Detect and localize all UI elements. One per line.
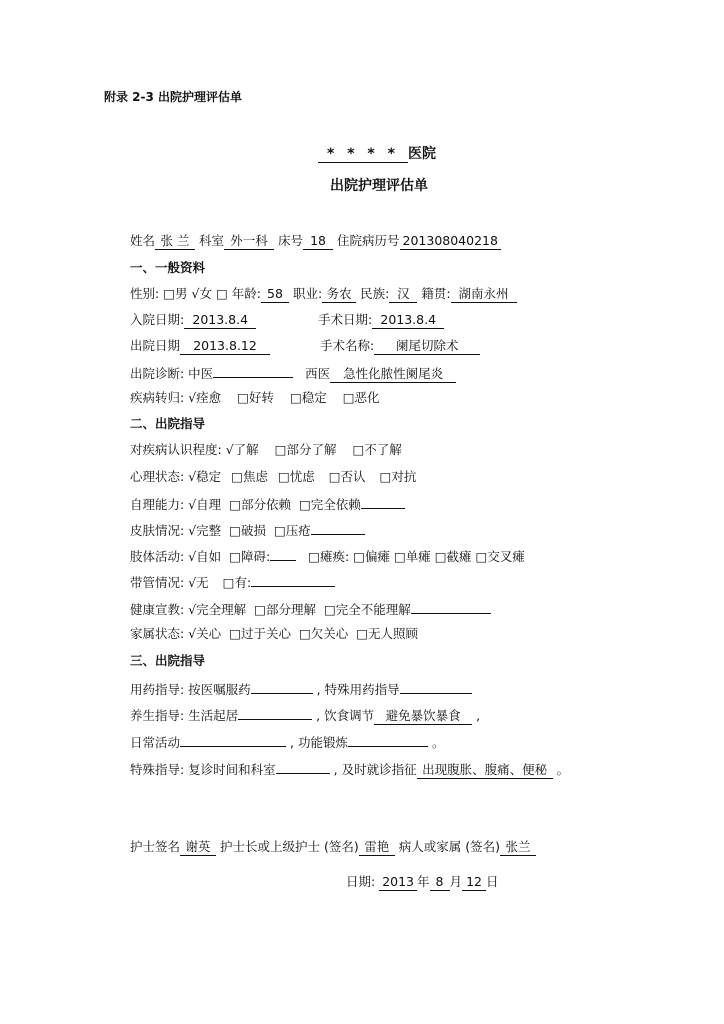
tcm-diagnosis-blank[interactable] bbox=[213, 364, 293, 378]
section-general-title: 一、一般资料 bbox=[130, 260, 206, 275]
education-blank[interactable] bbox=[411, 600, 491, 614]
limb-label: 肢体活动: bbox=[130, 549, 189, 564]
age-box[interactable]: □ bbox=[215, 286, 228, 301]
lifestyle-label: 养生指导: 生活起居 bbox=[130, 708, 239, 723]
ethnic-label: 民族: bbox=[360, 286, 390, 301]
discharge-value[interactable]: 2013.8.12 bbox=[180, 338, 270, 355]
date-month[interactable]: 8 bbox=[430, 874, 450, 891]
record-value[interactable]: 201308040218 bbox=[400, 233, 501, 250]
special-end: 。 bbox=[556, 762, 570, 777]
hospital-name bbox=[318, 146, 436, 163]
selfcare-row bbox=[130, 495, 405, 513]
lifestyle-end: , bbox=[476, 708, 481, 723]
bed-label: 床号 bbox=[278, 233, 304, 248]
family-nobody-checkbox[interactable]: □无人照顾 bbox=[356, 626, 419, 641]
surgery-name-label: 手术名称: bbox=[320, 338, 375, 353]
section-guidance-title: 二、出院指导 bbox=[130, 416, 206, 431]
family-sign-label: 病人或家属 (签名) bbox=[398, 839, 500, 854]
daily-activity-blank[interactable] bbox=[180, 733, 286, 747]
skin-broken-checkbox[interactable]: □破损 bbox=[229, 523, 266, 538]
tube-yes-checkbox[interactable]: □有: bbox=[222, 575, 252, 590]
date-row bbox=[346, 874, 499, 891]
diagnosis-row bbox=[130, 364, 456, 383]
cognition-understand-checkbox[interactable]: √了解 bbox=[225, 442, 259, 457]
discharge-label: 出院日期 bbox=[130, 338, 181, 353]
psych-row bbox=[130, 469, 416, 485]
date-day[interactable]: 12 bbox=[462, 874, 486, 891]
selfcare-independent-checkbox[interactable]: √自理 bbox=[188, 497, 222, 512]
form-title: 出院护理评估单 bbox=[330, 178, 428, 194]
surgery-date-value[interactable]: 2013.8.4 bbox=[372, 312, 444, 329]
education-none-checkbox[interactable]: □完全不能理解 bbox=[323, 602, 411, 617]
family-label: 家属状态: bbox=[130, 626, 189, 641]
psych-worried-checkbox[interactable]: □忧虑 bbox=[277, 469, 315, 484]
skin-intact-checkbox[interactable]: √完整 bbox=[188, 523, 222, 538]
limb-row bbox=[130, 547, 525, 565]
age-value[interactable]: 58 bbox=[261, 286, 289, 303]
month-unit: 月 bbox=[449, 874, 463, 889]
tube-blank[interactable] bbox=[251, 573, 335, 587]
cognition-row bbox=[130, 442, 402, 458]
diet-label: , 饮食调节 bbox=[316, 708, 375, 723]
origin-value[interactable]: 湖南永州 bbox=[451, 286, 517, 303]
daily-activity-label: 日常活动 bbox=[130, 735, 181, 750]
ethnic-value[interactable]: 汉 bbox=[389, 286, 417, 303]
outcome-cured-checkbox[interactable]: √痊愈 bbox=[188, 390, 222, 405]
day-unit: 日 bbox=[486, 874, 499, 889]
head-nurse-sign-label: 护士长或上级护士 (签名) bbox=[220, 839, 359, 854]
section-discharge-guidance-title: 三、出院指导 bbox=[130, 653, 206, 668]
tube-row bbox=[130, 573, 335, 591]
seek-care-value[interactable]: 出现腹胀、腹痛、便秘 bbox=[417, 762, 553, 779]
medication-row bbox=[130, 680, 472, 698]
nurse-sign-label: 护士签名 bbox=[130, 839, 181, 854]
family-overcaring-checkbox[interactable]: □过于关心 bbox=[229, 626, 291, 641]
surgery-name-value[interactable]: 阑尾切除术 bbox=[374, 338, 480, 355]
limb-free-checkbox[interactable]: √自如 bbox=[188, 549, 222, 564]
cognition-label: 对疾病认识程度: bbox=[130, 442, 226, 457]
family-lacking-checkbox[interactable]: □欠关心 bbox=[298, 626, 349, 641]
gender-label: 性别: bbox=[130, 286, 164, 301]
surgery-date-label: 手术日期: bbox=[318, 312, 373, 327]
year-unit: 年 bbox=[417, 874, 430, 889]
psych-label: 心理状态: bbox=[130, 469, 189, 484]
limb-paraplegia-checkbox[interactable]: □截瘫 bbox=[434, 549, 472, 564]
dept-label: 科室 bbox=[199, 233, 225, 248]
discharge-date-row bbox=[130, 338, 270, 355]
patient-name[interactable]: 张 兰 bbox=[155, 233, 195, 250]
selfcare-full-checkbox[interactable]: □完全依赖 bbox=[298, 497, 361, 512]
education-row bbox=[130, 600, 491, 618]
selfcare-blank[interactable] bbox=[361, 495, 405, 509]
outcome-label: 疾病转归: bbox=[130, 390, 189, 405]
psych-stable-checkbox[interactable]: √稳定 bbox=[188, 469, 222, 484]
tube-none-checkbox[interactable]: √无 bbox=[188, 575, 209, 590]
admit-date-row bbox=[130, 312, 256, 329]
special-guidance-row bbox=[130, 760, 569, 779]
origin-label: 籍贯: bbox=[421, 286, 451, 301]
record-label: 住院病历号 bbox=[337, 233, 400, 248]
psych-resist-checkbox[interactable]: □对抗 bbox=[379, 469, 417, 484]
hospital-suffix: 医院 bbox=[408, 146, 436, 162]
age-label: 年龄: bbox=[231, 286, 261, 301]
skin-row bbox=[130, 521, 365, 539]
job-label: 职业: bbox=[292, 286, 323, 301]
limb-impaired-blank[interactable] bbox=[270, 547, 296, 561]
outcome-row bbox=[130, 390, 380, 406]
surgery-name-row bbox=[320, 338, 480, 355]
lifestyle-blank[interactable] bbox=[238, 706, 312, 720]
cognition-none-checkbox[interactable]: □不了解 bbox=[352, 442, 402, 457]
special-med-label: , 特殊用药指导 bbox=[316, 682, 400, 697]
psych-denial-checkbox[interactable]: □否认 bbox=[328, 469, 366, 484]
education-partial-checkbox[interactable]: □部分理解 bbox=[254, 602, 316, 617]
diagnosis-tcm-label: 出院诊断: 中医 bbox=[130, 366, 214, 381]
education-label: 健康宣教: bbox=[130, 602, 189, 617]
selfcare-partial-checkbox[interactable]: □部分依赖 bbox=[229, 497, 291, 512]
outcome-improved-checkbox[interactable]: □好转 bbox=[237, 390, 274, 405]
daily-activity-row bbox=[130, 733, 444, 751]
family-row bbox=[130, 626, 418, 642]
female-checkbox[interactable]: √女 bbox=[191, 286, 212, 301]
hospital-stars: * * * * bbox=[318, 146, 408, 163]
date-label: 日期: bbox=[346, 874, 380, 889]
psych-anxious-checkbox[interactable]: □焦虑 bbox=[231, 469, 268, 484]
outcome-stable-checkbox[interactable]: □稳定 bbox=[289, 390, 327, 405]
head-nurse-signature[interactable]: 雷艳 bbox=[359, 839, 395, 856]
western-diagnosis-value[interactable]: 急性化脓性阑尾炎 bbox=[330, 366, 456, 383]
limb-paralysis-checkbox[interactable]: □瘫痪: bbox=[308, 549, 354, 564]
limb-cross-paralysis-checkbox[interactable]: □交叉瘫 bbox=[475, 549, 525, 564]
medication-label: 用药指导: 按医嘱服药 bbox=[130, 682, 251, 697]
bed-value[interactable]: 18 bbox=[303, 233, 333, 250]
seek-care-label: , 及时就诊指征 bbox=[333, 762, 417, 777]
tube-label: 带管情况: bbox=[130, 575, 189, 590]
cognition-partial-checkbox[interactable]: □部分了解 bbox=[274, 442, 337, 457]
diet-value[interactable]: 避免暴饮暴食 bbox=[374, 708, 472, 725]
skin-blank[interactable] bbox=[311, 521, 365, 535]
limb-impaired-checkbox[interactable]: □障碍: bbox=[229, 549, 271, 564]
male-checkbox[interactable]: □男 bbox=[163, 286, 188, 301]
demographics-row bbox=[130, 286, 517, 303]
medication-blank[interactable] bbox=[251, 680, 313, 694]
admit-value[interactable]: 2013.8.4 bbox=[184, 312, 256, 329]
function-exercise-blank[interactable] bbox=[348, 733, 428, 747]
skin-label: 皮肤情况: bbox=[130, 523, 189, 538]
limb-hemiplegia-checkbox[interactable]: □偏瘫 bbox=[353, 549, 390, 564]
education-full-checkbox[interactable]: √完全理解 bbox=[188, 602, 247, 617]
lifestyle-row bbox=[130, 706, 480, 725]
date-year[interactable]: 2013 bbox=[379, 874, 417, 891]
patient-info-row bbox=[130, 233, 501, 250]
family-signature[interactable]: 张兰 bbox=[500, 839, 536, 856]
signature-row bbox=[130, 839, 536, 856]
family-caring-checkbox[interactable]: √关心 bbox=[188, 626, 222, 641]
dept-value[interactable]: 外一科 bbox=[224, 233, 274, 250]
nurse-signature[interactable]: 谢英 bbox=[180, 839, 216, 856]
daily-end: 。 bbox=[431, 735, 445, 750]
name-label: 姓名 bbox=[130, 233, 156, 248]
limb-monoplegia-checkbox[interactable]: □单瘫 bbox=[393, 549, 431, 564]
surgery-date-row bbox=[318, 312, 444, 329]
special-guidance-label: 特殊指导: 复诊时间和科室 bbox=[130, 762, 276, 777]
function-exercise-label: , 功能锻炼 bbox=[290, 735, 348, 750]
followup-blank[interactable] bbox=[276, 760, 330, 774]
job-value[interactable]: 务农 bbox=[322, 286, 356, 303]
appendix-heading: 附录 2-3 出院护理评估单 bbox=[104, 90, 243, 104]
selfcare-label: 自理能力: bbox=[130, 497, 189, 512]
western-label: 西医 bbox=[305, 366, 331, 381]
outcome-worsened-checkbox[interactable]: □恶化 bbox=[342, 390, 380, 405]
special-med-blank[interactable] bbox=[400, 680, 472, 694]
admit-label: 入院日期: bbox=[130, 312, 185, 327]
skin-pressure-checkbox[interactable]: □压疮 bbox=[273, 523, 311, 538]
